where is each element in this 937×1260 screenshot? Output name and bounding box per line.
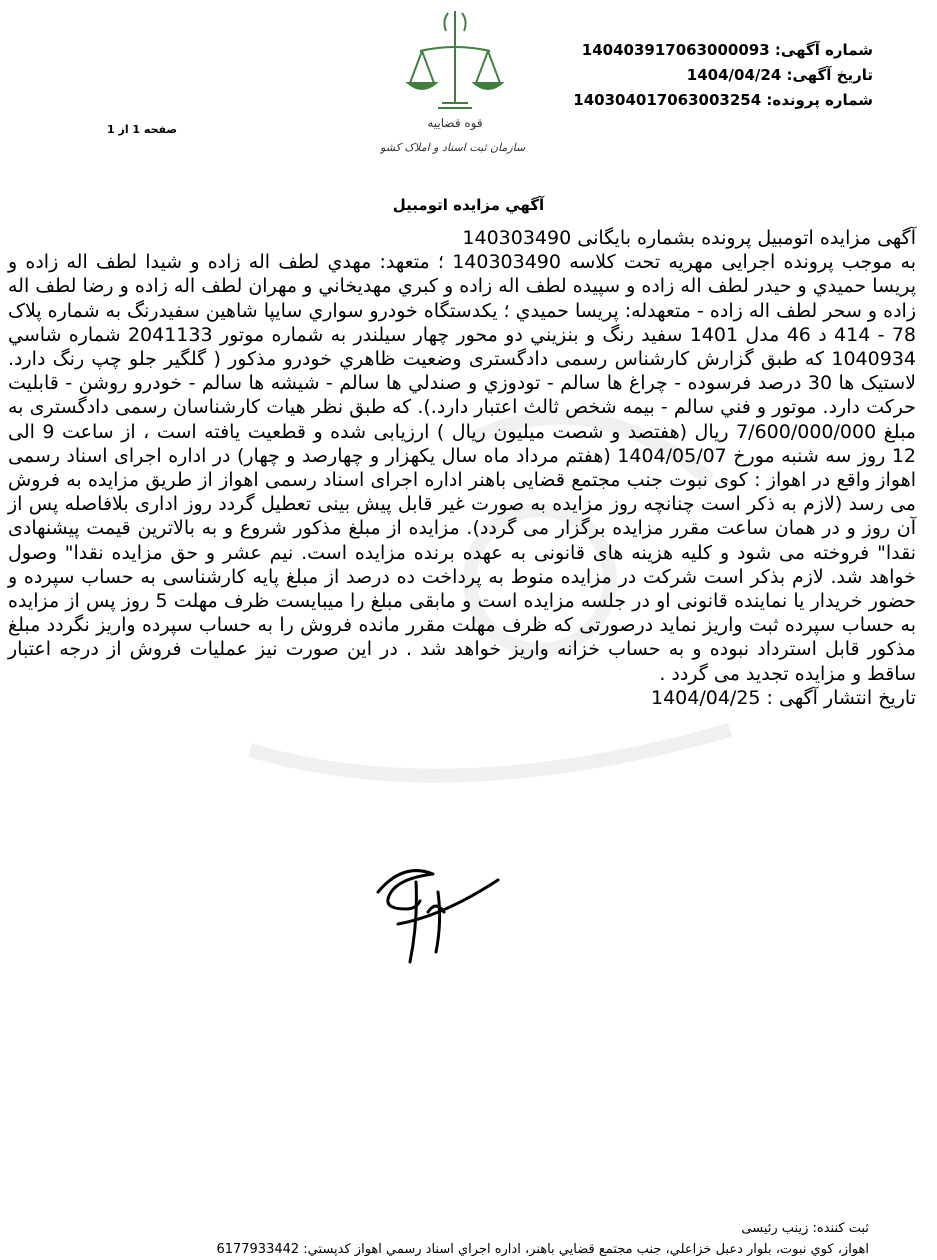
iran-emblem-scales-icon <box>380 5 530 160</box>
page-title: آگهي مزايده اتومبيل <box>392 196 545 214</box>
notice-header <box>493 38 873 113</box>
case-number-row <box>493 88 873 113</box>
notice-body <box>8 226 916 710</box>
logo-text-judiciary: قوه قضاییه <box>427 116 483 130</box>
page-footer <box>19 1218 869 1260</box>
notice-number-label: شماره آگهی: <box>774 41 873 59</box>
address-line: اهواز، کوي نبوت، بلوار دعبل خزاعلي، جنب مجتمع قضايي باهنر، اداره اجراي اسناد رسمي اهواز کدپستي: 6177933442 <box>216 1242 869 1257</box>
notice-number-row <box>493 38 873 63</box>
judiciary-logo <box>380 5 530 160</box>
case-number-label: شماره پرونده: <box>766 91 873 109</box>
notice-date-label: تاریخ آگهی: <box>786 66 873 84</box>
case-number: 140304017063003254 <box>573 91 762 109</box>
notice-intro: آگهی مزایده اتومبیل پرونده بشماره بایگانی 140303490 <box>462 227 916 249</box>
notice-date: 1404/04/24 <box>686 66 782 84</box>
handwritten-signature-icon <box>368 852 508 970</box>
publish-date: تاریخ انتشار آگهی : 1404/04/25 <box>650 686 916 709</box>
notice-date-row <box>493 63 873 88</box>
registrar-line: ثبت کننده: زینب رئیسی <box>741 1221 869 1236</box>
notice-number: 140403917063000093 <box>581 41 770 59</box>
page-count: صفحه 1 از 1 <box>107 123 178 136</box>
notice-text: به موجب پرونده اجرایی مهریه تحت کلاسه 140303490 ؛ متعهد: مهدي لطف اله زاده و شيدا لطف اله زاده و پريسا حميدي و حيدر لطف اله زاده و سپيده لطف اله زاده و کبري مهديخاني و مهران لطف اله زاده و رضا لطف اله زاده و سحر لطف اله زاده - متعهدله: پريسا حميدي ؛ يکدستگاه خودرو سواري سايپا شاهين سفيدرنگ به شماره پلاک 78 - 414 د 46 مدل 1401 سفيد رنگ و بنزيني دو محور چهار سيلندر به شماره موتور 2041133 شماره شاسي 1040934 که طبق گزارش کارشناس رسمی دادگستری وضعیت ظاهري خودرو مذکور ( گلگير جلو چپ رنگ دارد. لاستيک ها 30 درصد فرسوده - چراغ ها سالم - تودوزي و صندلي ها سالم - شيشه ها سالم - خودرو روشن - قابليت حرکت دارد. موتور و فني سالم - بيمه شخص ثالث اعتبار دارد.). که طبق نظر هيات کارشناسان رسمی دادگستری به مبلغ 7/600/000/000 ریال (هفتصد و شصت میلیون ریال ) ارزیابی شده و قطعیت یافته است ، از ساعت 9 الی 12 روز سه شنبه مورخ 1404/05/07 (هفتم مرداد ماه سال یکهزار و چهارصد و چهار) در اداره اجرای اسناد رسمی اهواز واقع در اهواز : کوی نبوت جنب مجتمع قضایی باهنر اداره اجرای اسناد رسمی اهواز از طریق مزایده به فروش می رسد (لازم به ذکر است چنانچه روز مزایده به صورت غیر قابل پیش بینی تعطیل گردد روز اداری بلافاصله پس از آن روز و در همان ساعت مقرر مزایده برگزار می گردد). مزایده از مبلغ مذکور شروع و به بالاترین قیمت پیشنهادی نقدا" فروخته می شود و کلیه هزینه های قانونی به عهده برنده مزایده است. نیم عشر و حق مزایده نقدا" وصول خواهد شد. لازم بذکر است شرکت در مزایده منوط به پرداخت ده درصد از مبلغ پایه کارشناسی به حساب سپرده و حضور خریدار یا نماینده قانونی او در جلسه مزایده است و مابقی مبلغ را میبایست ظرف مهلت 5 روز پس از مزایده به حساب سپرده ثبت واریز نماید درصورتی که ظرف مهلت مقرر مانده فروش را به حساب سپرده واریز نگردد مبلغ مذکور قابل استرداد نبوده و به حساب خزانه واریز خواهد شد . در این صورت نیز عملیات فروش از درجه اعتبار ساقط و مزایده تجدید می گردد . <box>8 251 917 685</box>
logo-text-registry-org: سازمان ثبت اسناد و املاک کشور <box>380 141 526 154</box>
